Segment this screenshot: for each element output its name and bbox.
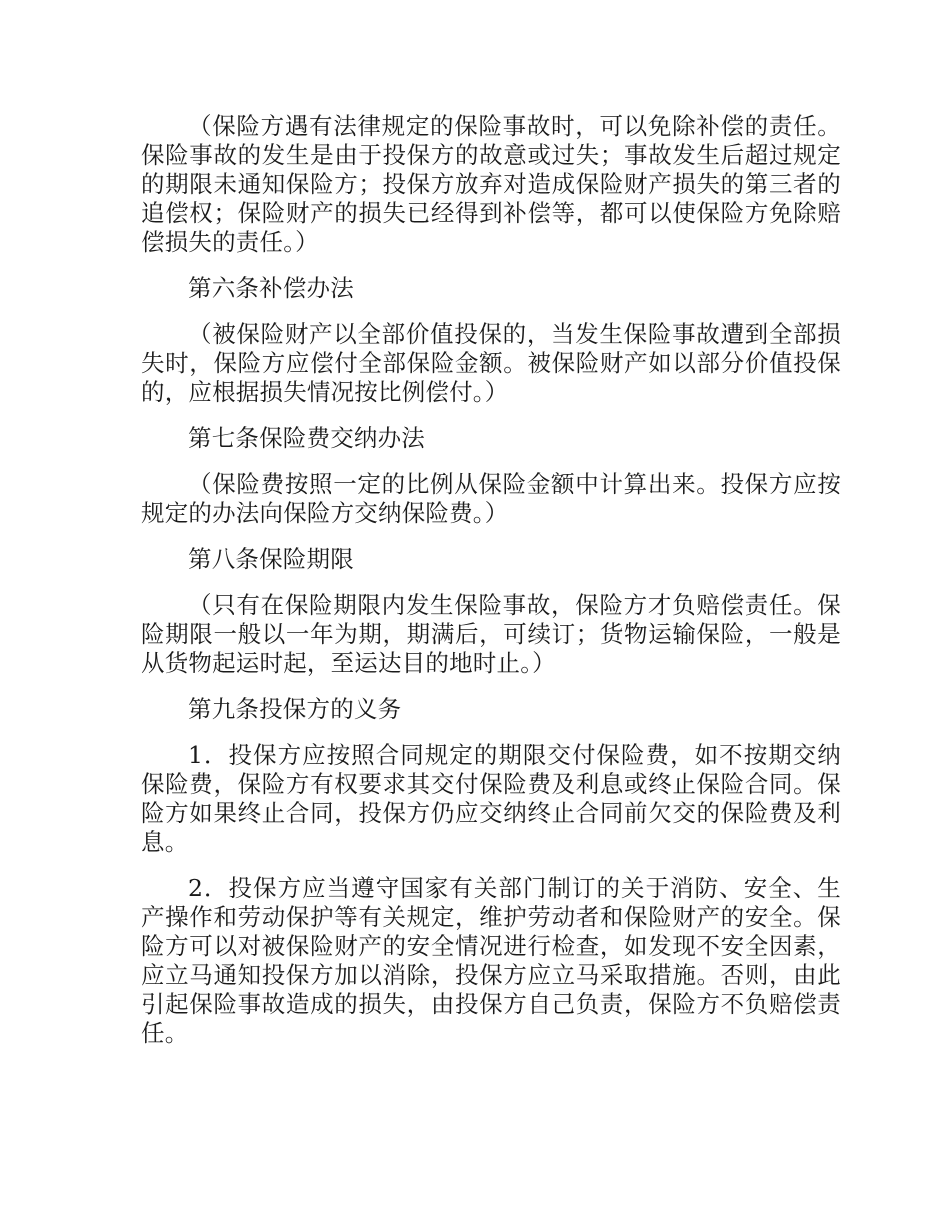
paragraph-term-note: （只有在保险期限内发生保险事故，保险方才负赔偿责任。保险期限一般以一年为期，期满后，可续订；货物运输保险，一般是从货物起运时起，至运达目的地时止。） xyxy=(141,591,841,677)
paragraph-exemption-note: （保险方遇有法律规定的保险事故时，可以免除补偿的责任。保险事故的发生是由于投保方的故意或过失；事故发生后超过规定的期限未通知保险方；投保方放弃对造成保险财产损失的第三者的追偿权；保险财产的损失已经得到补偿等，都可以使保险方免除赔偿损失的责任。） xyxy=(141,112,841,256)
paragraph-obligation-2: 2．投保方应当遵守国家有关部门制订的关于消防、安全、生产操作和劳动保护等有关规定，维护劳动者和保险财产的安全。保险方可以对被保险财产的安全情况进行检查，如发现不安全因素，应立马通知投保方加以消除，投保方应立马采取措施。否则，由此引起保险事故造成的损失，由投保方自己负责，保险方不负赔偿责任。 xyxy=(141,874,841,1047)
heading-article-8: 第八条保险期限 xyxy=(188,545,354,573)
document-page xyxy=(141,112,841,1065)
paragraph-compensation-note: （被保险财产以全部价值投保的，当发生保险事故遭到全部损失时，保险方应偿付全部保险金额。被保险财产如以部分价值投保的，应根据损失情况按比例偿付。） xyxy=(141,320,841,406)
paragraph-premium-note: （保险费按照一定的比例从保险金额中计算出来。投保方应按规定的办法向保险方交纳保险费。） xyxy=(141,470,841,527)
heading-article-7: 第七条保险费交纳办法 xyxy=(188,424,425,452)
paragraph-obligation-1: 1．投保方应按照合同规定的期限交付保险费，如不按期交纳保险费，保险方有权要求其交付保险费及利息或终止保险合同。保险方如果终止合同，投保方仍应交纳终止合同前欠交的保险费及利息。 xyxy=(141,741,841,856)
heading-article-6: 第六条补偿办法 xyxy=(188,274,354,302)
heading-article-9: 第九条投保方的义务 xyxy=(188,695,402,723)
